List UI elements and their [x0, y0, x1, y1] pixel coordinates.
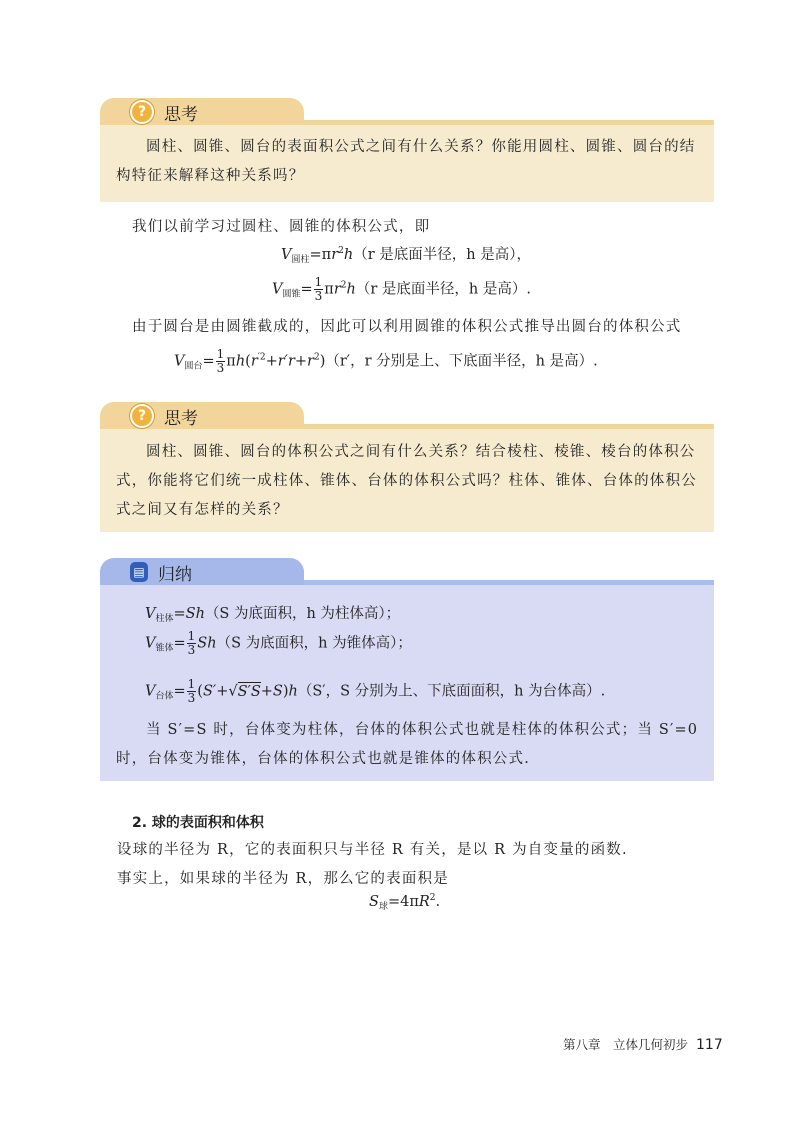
page-footer: [563, 1035, 723, 1053]
body-sentence2: 由于圆台是由圆锥截成的，因此可以利用圆锥的体积公式推导出圆台的体积公式: [132, 319, 682, 335]
summary-tab: [100, 558, 304, 586]
sphere-line1: 设球的半径为 R，它的表面积只与半径 R 有关，是以 R 为自变量的函数.: [117, 842, 628, 858]
question-icon: ?: [130, 100, 154, 124]
page-number: 117: [696, 1037, 723, 1053]
think-text: 圆柱、圆锥、圆台的表面积公式之间有什么关系？你能用圆柱、圆锥、圆台的结构特征来解释这种关系吗？: [116, 139, 696, 184]
frustum-volume-formula: $V_{圆台}=$ $\frac{1}{3}$ $\pi h(r^{'2}+r'r+r^2)(r'$，r 分别是上、下底面半径，h 是高）.: [174, 347, 598, 375]
think-tab-label: 思考: [164, 104, 198, 125]
frustum-general-formula: $V_{台体}=$ $\frac{1}{3}$ (S′+√S′S+S)h（S′，S 分别为上、下底面面积，h 为台体高）.: [145, 677, 606, 705]
think-tab: [100, 98, 304, 126]
summary-tab-label: 归纳: [158, 564, 192, 585]
document-icon: ▤: [130, 562, 148, 582]
chapter-label: 第八章 立体几何初步: [563, 1037, 689, 1052]
sphere-line2: 事实上，如果球的半径为 R，那么它的表面积是: [117, 871, 449, 887]
cone-volume-formula: $V_{圆锥}=$ $\frac{1}{3}$ $\pi r^2h(r$ 是底面半径，h 是高）.: [272, 275, 531, 303]
question-icon: ?: [130, 404, 154, 428]
cylinder-volume-formula: $V_{圆柱}=\pi r^2h(r$ 是底面半径，h 是高），: [281, 246, 531, 265]
sphere-area-formula: $S_球=4\pi R^2$.: [369, 893, 441, 912]
body-intro: 我们以前学习过圆柱、圆锥的体积公式，即: [132, 219, 431, 235]
think-text-2: 圆柱、圆锥、圆台的体积公式之间有什么关系？结合棱柱、棱锥、棱台的体积公式，你能将它们统一成柱体、锥体、台体的体积公式吗？柱体、锥体、台体的体积公式之间又有怎样的关系？: [116, 444, 697, 518]
pyramid-volume-formula: $V_{锥体}=$ $\frac{1}{3}$ Sh（S 为底面积，h 为锥体高）；: [145, 629, 412, 657]
think-tab-2: [100, 402, 304, 430]
summary-text: 当 S′=S 时，台体变为柱体，台体的体积公式也就是柱体的体积公式；当 S′=0 时，台体变为锥体，台体的体积公式也就是锥体的体积公式.: [116, 722, 699, 767]
think-tab-label: 思考: [164, 408, 198, 429]
prism-volume-formula: $V_{柱体}=Sh(S$ 为底面积，h 为柱体高）；: [145, 606, 401, 624]
section-title: 2. 球的表面积和体积: [132, 815, 264, 831]
